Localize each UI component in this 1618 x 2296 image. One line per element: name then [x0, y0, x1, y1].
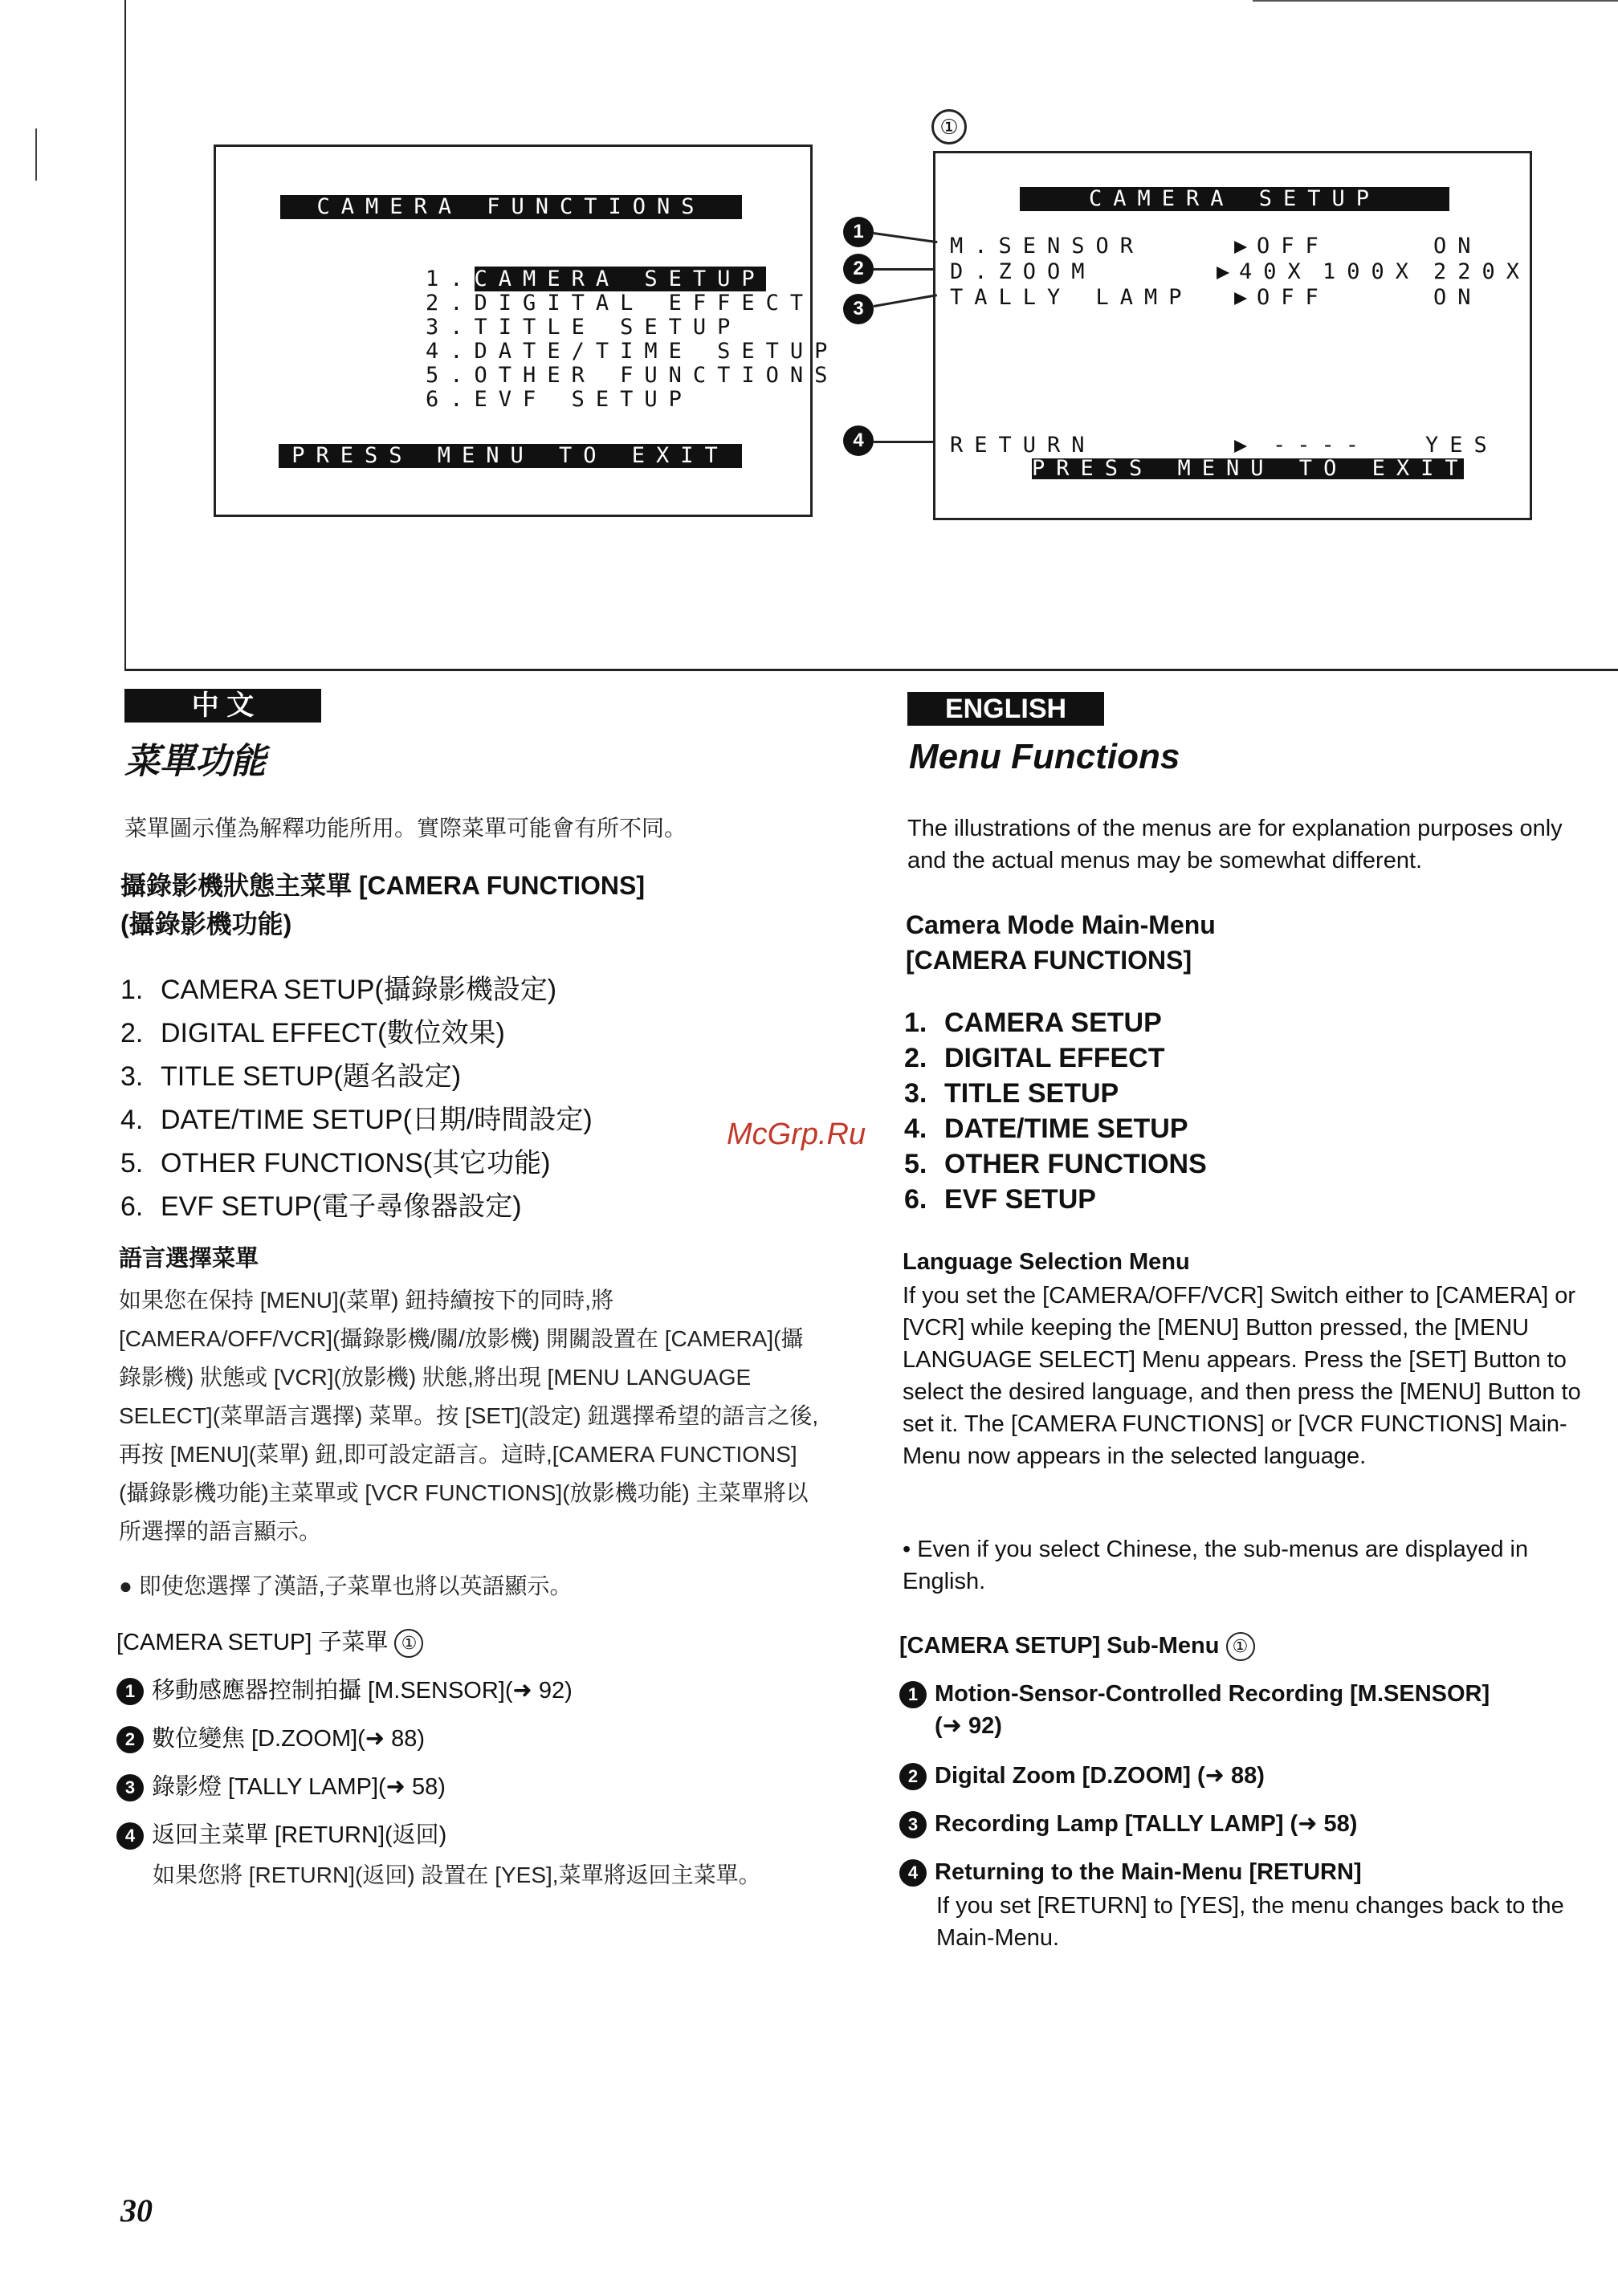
page-number: 30: [120, 2192, 153, 2229]
list-item: 6. EVF SETUP(電子尋像器設定): [120, 1191, 522, 1222]
callout-leader: [874, 294, 937, 307]
number-badge: 3: [899, 1811, 927, 1838]
en-page-title: Menu Functions: [909, 737, 1180, 776]
option-value: YES: [1425, 433, 1498, 458]
en-language-heading: Language Selection Menu: [903, 1249, 1190, 1275]
screen-header: CAMERA SETUP: [1020, 187, 1449, 211]
margin-mark: [35, 128, 37, 181]
callout-1: 1: [843, 217, 874, 247]
english-section-tag: ENGLISH: [907, 692, 1104, 726]
watermark: McGrp.Ru: [727, 1117, 866, 1151]
en-sub-item: 4 Returning to the Main-Menu [RETURN]: [899, 1856, 1606, 1888]
option-value: 100X: [1323, 259, 1420, 284]
en-sub-item: 1 Motion-Sensor-Controlled Recording [M.SENSOR] (➜ 92): [899, 1678, 1606, 1742]
number-badge: 2: [116, 1726, 144, 1753]
zh-main-menu-heading-sub: (攝錄影機功能): [120, 910, 292, 938]
en-return-note: If you set [RETURN] to [YES], the menu changes back to the Main-Menu.: [936, 1893, 1564, 1951]
option-value: ON: [1433, 234, 1482, 259]
number-badge: 1: [116, 1678, 144, 1705]
screen-header: CAMERA FUNCTIONS: [280, 195, 742, 219]
zh-sub-item: 4 返回主菜單 [RETURN](返回): [116, 1819, 823, 1851]
reference-marker: ①: [1226, 1632, 1255, 1661]
en-menu-list: [904, 1005, 1595, 1217]
callout-2: 2: [843, 254, 874, 284]
frame-left-line: [124, 0, 126, 670]
list-item: 4. DATE/TIME SETUP: [904, 1113, 1188, 1144]
en-main-menu-heading: Camera Mode Main-Menu: [906, 910, 1216, 939]
number-badge: 3: [116, 1774, 144, 1801]
screen-reference-marker: ①: [931, 109, 967, 145]
list-item: 2. DIGITAL EFFECT: [904, 1043, 1165, 1073]
option-value: ON: [1433, 285, 1482, 310]
zh-main-menu-heading: 攝錄影機狀態主菜單 [CAMERA FUNCTIONS]: [120, 871, 646, 900]
zh-return-note: 如果您將 [RETURN](返回) 設置在 [YES],菜單將返回主菜單。: [153, 1862, 761, 1887]
camera-functions-screen: [214, 145, 839, 517]
number-badge: 4: [899, 1859, 927, 1887]
bullet-dot: •: [903, 1537, 918, 1562]
zh-submenu-heading: [CAMERA SETUP] 子菜單 ①: [116, 1626, 423, 1659]
reference-marker: ①: [394, 1629, 423, 1658]
list-item: 1. CAMERA SETUP: [904, 1008, 1162, 1038]
en-submenu-heading: [CAMERA SETUP] Sub-Menu ①: [899, 1630, 1255, 1662]
chinese-section-tag: 中 文: [124, 689, 321, 723]
setting-label-m-sensor: M.SENSOR: [950, 234, 1145, 259]
en-sub-item: 2 Digital Zoom [D.ZOOM] (➜ 88): [899, 1760, 1606, 1792]
list-item: 4. DATE/TIME SETUP(日期/時間設定): [120, 1105, 593, 1135]
option-value: ----: [1273, 433, 1371, 458]
en-main-menu-heading-sub: [CAMERA FUNCTIONS]: [906, 946, 1192, 975]
zh-sub-item: 1 移動感應器控制拍攝 [M.SENSOR](➜ 92): [116, 1675, 823, 1707]
zh-page-title: 菜單功能: [124, 742, 266, 781]
list-item: 2. DIGITAL EFFECT(數位效果): [120, 1018, 505, 1048]
screen-footer: PRESS MENU TO EXIT: [279, 444, 742, 468]
setting-arrow: ▶: [1234, 433, 1259, 458]
list-item: 5. OTHER FUNCTIONS(其它功能): [120, 1148, 551, 1179]
en-language-body: If you set the [CAMERA/OFF/VCR] Switch either to [CAMERA] or [VCR] while keeping the [MENU] Button pressed, the [MENU LANGUAGE SELECT] Menu appears. Press the [SET] Button to select the desired language, and then press the [MENU] Button to set it. The [CAMERA FUNCTIONS] or [VCR FUNCTIONS] Main-Menu now appears in the selected language.: [903, 1283, 1581, 1469]
callout-leader: [874, 441, 935, 443]
list-item: 5. OTHER FUNCTIONS: [904, 1149, 1207, 1179]
frame-bottom-line: [124, 669, 1618, 671]
setting-label-return: RETURN: [950, 433, 1096, 458]
option-value: OFF: [1257, 234, 1330, 259]
zh-bullet-note: ● 即使您選擇了漢語,子菜單也將以英語顯示。: [119, 1573, 573, 1598]
en-sub-item: 3 Recording Lamp [TALLY LAMP] (➜ 58): [899, 1808, 1606, 1840]
zh-menu-list: [120, 968, 827, 1228]
number-badge: 4: [116, 1822, 144, 1850]
screen-menu-item: 2.DIGITAL EFFECT: [426, 291, 815, 315]
screen-menu-item: 5.OTHER FUNCTIONS: [426, 363, 839, 388]
callout-leader: [874, 232, 938, 243]
callout-4: 4: [843, 425, 874, 456]
en-intro: The illustrations of the menus are for explanation purposes only and the actual menus may be somewhat different.: [907, 816, 1563, 873]
setting-label-tally-lamp: TALLY LAMP: [950, 285, 1193, 310]
setting-arrow: ▶: [1234, 234, 1259, 259]
screen-footer: PRESS MENU TO EXIT: [1032, 456, 1469, 481]
callout-leader: [874, 268, 935, 271]
zh-language-heading: 語言選擇菜單: [119, 1246, 259, 1272]
option-value: 220X: [1433, 259, 1531, 284]
zh-sub-item: 2 數位變焦 [D.ZOOM](➜ 88): [116, 1723, 823, 1755]
number-badge: 2: [899, 1763, 927, 1790]
en-bullet-note: • Even if you select Chinese, the sub-menus are displayed in English.: [903, 1537, 1529, 1594]
list-item: 6. EVF SETUP: [904, 1184, 1096, 1215]
screen-menu-item: 1.CAMERA SETUP: [426, 267, 766, 291]
camera-setup-screen: [933, 151, 1532, 520]
option-value: 40X: [1239, 259, 1312, 284]
setting-label-d-zoom: D.ZOOM: [950, 259, 1096, 284]
screen-menu-item: 6.EVF SETUP: [426, 387, 693, 412]
setting-arrow: ▶: [1217, 259, 1241, 284]
option-value: OFF: [1257, 285, 1330, 310]
list-item: 3. TITLE SETUP(題名設定): [120, 1061, 462, 1092]
callout-3: 3: [843, 294, 874, 324]
zh-intro: 菜單圖示僅為解釋功能所用。實際菜單可能會有所不同。: [124, 816, 687, 841]
top-rule: [1253, 0, 1618, 2]
setting-arrow: ▶: [1234, 285, 1259, 310]
number-badge: 1: [899, 1681, 927, 1708]
zh-sub-item: 3 錄影燈 [TALLY LAMP](➜ 58): [116, 1771, 823, 1803]
list-item: 1. CAMERA SETUP(攝錄影機設定): [120, 975, 557, 1005]
zh-language-body: 如果您在保持 [MENU](菜單) 鈕持續按下的同時,將 [CAMERA/OFF/VCR](攝錄影機/關/放影機) 開關設置在 [CAMERA](攝錄影機) 狀態或 [VCR](放影機) 狀態,將出現 [MENU LANGUAGE SELECT](菜單語言選擇) 菜單。按 [SET](設定) 鈕選擇希望的語言之後,再按 [MENU](菜單) 鈕,即可設定語言。這時,[CAMERA FUNCTIONS](攝錄影機功能)主菜單或 [VCR FUNCTIONS](放影機功能) 主菜單將以所選擇的語言顯示。: [119, 1288, 819, 1544]
bullet-dot: ●: [119, 1573, 139, 1598]
screen-menu-item: 3.TITLE SETUP: [426, 315, 742, 340]
screen-menu-item: 4.DATE/TIME SETUP: [426, 339, 839, 364]
list-item: 3. TITLE SETUP: [904, 1078, 1119, 1109]
